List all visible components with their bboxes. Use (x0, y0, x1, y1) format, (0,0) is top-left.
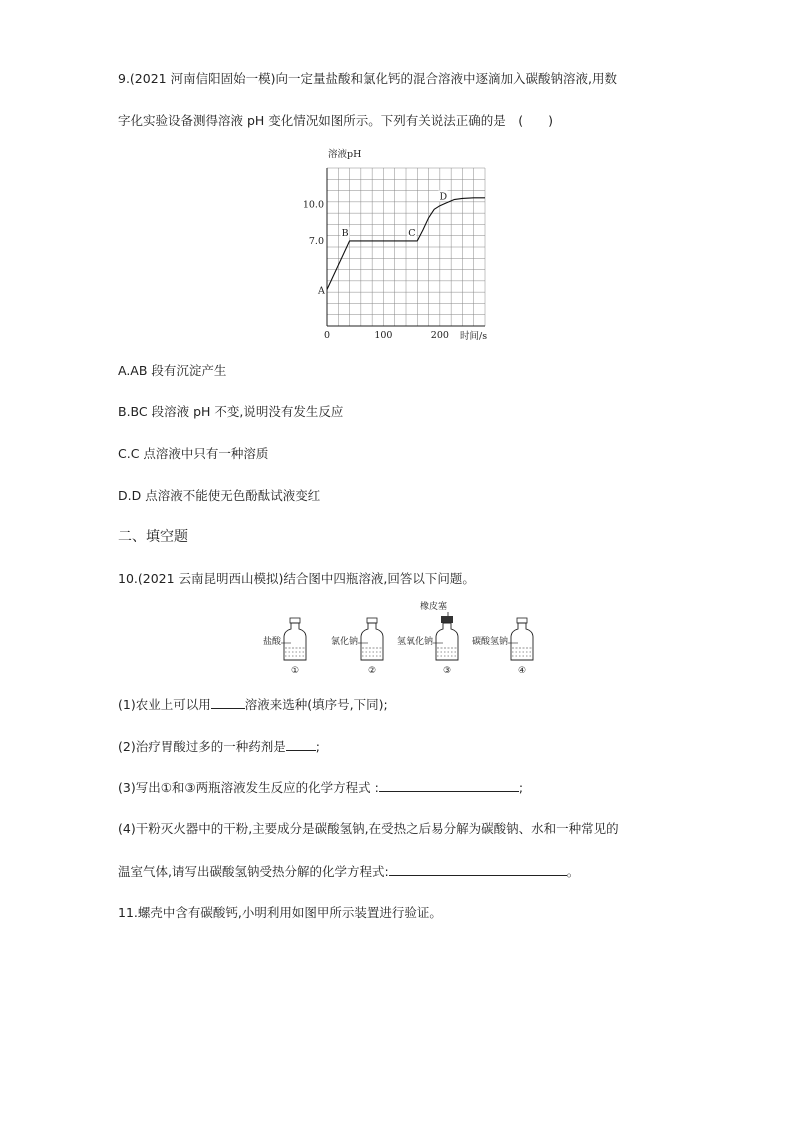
bottle-body (436, 623, 458, 660)
bottle-number: ③ (442, 666, 452, 676)
q10-part4-text-a: 温室气体,请写出碳酸氢钠受热分解的化学方程式: (118, 864, 389, 879)
bottle-cap (290, 618, 300, 623)
bottle-cap (367, 618, 377, 623)
bottle-1 (263, 618, 306, 676)
bottle-number: ② (367, 666, 377, 676)
bottles-figure (250, 598, 550, 680)
x-tick-label: 0 (323, 330, 331, 341)
q10-part2 (118, 738, 320, 755)
bottle-body (361, 623, 383, 660)
q9-option-d: D.D 点溶液不能使无色酚酞试液变红 (118, 488, 321, 503)
q11-stem: 11.螺壳中含有碳酸钙,小明利用如图甲所示装置进行验证。 (118, 905, 442, 920)
point-label-c: C (408, 227, 416, 239)
x-tick-label: 200 (430, 330, 449, 341)
stopper-label: 橡皮塞 (420, 602, 448, 612)
q10-part1-text-a: (1)农业上可以用 (118, 697, 211, 712)
q10-part4-line2 (118, 863, 579, 880)
bottle-body (511, 623, 533, 660)
q10-part3 (118, 779, 523, 796)
q9-option-b: B.BC 段溶液 pH 不变,说明没有发生反应 (118, 404, 344, 419)
q9-option-a: A.AB 段有沉淀产生 (118, 363, 227, 378)
y-tick-label: 7.0 (308, 235, 324, 247)
q10-part2-blank[interactable] (286, 738, 316, 751)
q10-part4-text-b: 。 (566, 864, 580, 879)
q10-part1 (118, 696, 388, 713)
q9-option-c: C.C 点溶液中只有一种溶质 (118, 446, 269, 461)
bottle-3 (397, 616, 458, 676)
point-label-d: D (439, 191, 448, 203)
point-label-b: B (341, 227, 349, 239)
q10-part1-blank[interactable] (211, 696, 245, 709)
q10-part1-text-b: 溶液来选种(填序号,下同); (244, 697, 388, 712)
chart-xlabel: 时间/s (460, 331, 488, 342)
bottle-number: ① (290, 666, 300, 676)
bottle-name: 氯化钠 (330, 637, 358, 647)
q10-part2-text-b: ; (315, 739, 320, 754)
bottle-number: ④ (517, 666, 527, 676)
bottle-body (284, 623, 306, 660)
bottle-name: 碳酸氢钠 (471, 637, 508, 647)
rubber-stopper (441, 616, 453, 623)
q9-stem-line2: 字化实验设备测得溶液 pH 变化情况如图所示。下列有关说法正确的是 ( ) (118, 113, 554, 128)
bottle-name: 盐酸 (262, 637, 281, 647)
q10-part4-line1: (4)干粉灭火器中的干粉,主要成分是碳酸氢钠,在受热之后易分解为碳酸钠、水和一种常见的 (118, 821, 619, 836)
q10-part2-text-a: (2)治疗胃酸过多的一种药剂是 (118, 739, 286, 754)
x-tick-label: 100 (374, 330, 393, 341)
y-tick-label: 10.0 (302, 199, 324, 211)
q9-stem-line1: 9.(2021 河南信阳固始一模)向一定量盐酸和氯化钙的混合溶液中逐滴加入碳酸钠溶液,用数 (118, 71, 617, 86)
q10-part3-blank[interactable] (379, 779, 519, 792)
ph-chart (300, 140, 520, 350)
bottle-name: 氢氧化钠 (396, 637, 433, 647)
bottle-2 (331, 618, 383, 676)
q10-stem: 10.(2021 云南昆明西山模拟)结合图中四瓶溶液,回答以下问题。 (118, 571, 475, 586)
chart-ylabel: 溶液pH (328, 149, 362, 160)
bottle-cap (517, 618, 527, 623)
chart-grid (327, 168, 485, 326)
q10-part4-blank[interactable] (389, 863, 567, 876)
section-title: 二、填空题 (118, 529, 188, 545)
q10-part3-text-b: ; (518, 780, 524, 795)
bottle-4 (472, 618, 533, 676)
q10-part3-text-a: (3)写出①和③两瓶溶液发生反应的化学方程式 : (118, 780, 379, 795)
point-label-a: A (318, 285, 325, 297)
